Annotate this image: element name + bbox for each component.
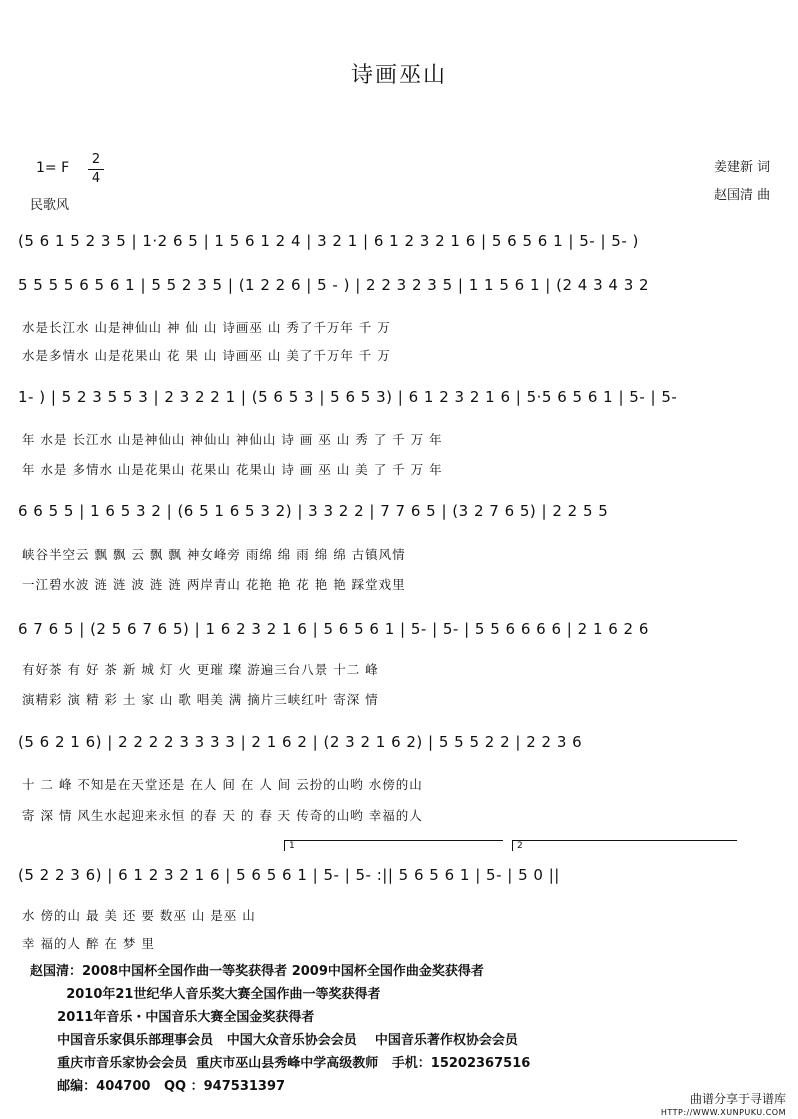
first-ending-number: 1 [289, 841, 295, 851]
lyrics-line-5a: 有好茶 有 好 茶 新 城 灯 火 更璀 璨 游遍三台八景 十二 峰 [22, 662, 379, 677]
notation-line-7: (5 2 2 3 6) | 6 1 2 3 2 1 6 | 5 6 5 6 1 | 5- | 5- :|| 5 6 5 6 1 | 5- | 5 0 || [18, 866, 560, 884]
lyrics-line-7a: 水 傍的山 最 美 还 要 数巫 山 是巫 山 [22, 908, 256, 923]
lyrics-line-6a: 十 二 峰 不知是在天堂还是 在人 间 在 人 间 云扮的山哟 水傍的山 [22, 777, 423, 792]
time-signature [88, 152, 104, 187]
notation-line-5: 6 7 6 5 | (2 5 6 7 6 5) | 1 6 2 3 2 1 6 | 5 6 5 6 1 | 5- | 5- | 5 5 6 6 6 6 | 2 1 6 2 6 [18, 620, 649, 638]
style-marking: 民歌风 [30, 198, 70, 213]
credit-line: 邮编：404700 QQ ：947531397 [30, 1079, 286, 1094]
second-ending-bracket [512, 840, 737, 851]
lyrics-line-6b: 寄 深 情 风生水起迎来永恒 的春 天 的 春 天 传奇的山哟 幸福的人 [22, 808, 423, 823]
lyrics-line-2b: 水是多情水 山是花果山 花 果 山 诗画巫 山 美了千万年 千 万 [22, 348, 391, 363]
notation-line-1: (5 6 1 5 2 3 5 | 1·2 6 5 | 1 5 6 1 2 4 | 3 2 1 | 6 1 2 3 2 1 6 | 5 6 5 6 1 | 5- | 5- ) [18, 232, 639, 250]
meter-top: 2 [91, 152, 101, 167]
composer-credits [30, 960, 530, 1098]
watermark [636, 1092, 786, 1119]
lyrics-line-7b: 幸 福的人 醉 在 梦 里 [22, 936, 155, 951]
first-ending-bracket [284, 840, 503, 851]
second-ending-number: 2 [517, 841, 523, 851]
lyrics-line-3a: 年 水是 长江水 山是神仙山 神仙山 神仙山 诗 画 巫 山 秀 了 千 万 年 [22, 432, 443, 447]
song-title: 诗画巫山 [350, 63, 447, 88]
lyrics-line-5b: 演精彩 演 精 彩 土 家 山 歌 唱美 满 摘片三峡红叶 寄深 情 [22, 692, 379, 707]
watermark-url: HTTP://WWW.XUNPUKU.COM [660, 1108, 786, 1117]
notation-line-4: 6 6 5 5 | 1 6 5 3 2 | (6 5 1 6 5 3 2) | 3 3 2 2 | 7 7 6 5 | (3 2 7 6 5) | 2 2 5 5 [18, 502, 609, 520]
watermark-text: 曲谱分享于寻谱库 [689, 1092, 786, 1106]
credit-line: 赵国清：2008中国杯全国作曲一等奖获得者 2009中国杯全国作曲金奖获得者 [30, 964, 484, 979]
credit-line: 重庆市音乐家协会会员 重庆市巫山县秀峰中学高级教师 手机：15202367516 [30, 1056, 531, 1071]
key-signature: 1= F [36, 160, 70, 176]
lyrics-line-3b: 年 水是 多情水 山是花果山 花果山 花果山 诗 画 巫 山 美 了 千 万 年 [22, 462, 443, 477]
credit-line: 中国音乐家俱乐部理事会员 中国大众音乐协会会员 中国音乐著作权协会会员 [30, 1033, 518, 1048]
lyricist: 姜建新 词 [714, 160, 771, 175]
notation-line-6: (5 6 2 1 6) | 2 2 2 2 3 3 3 3 | 2 1 6 2 | (2 3 2 1 6 2) | 5 5 5 2 2 | 2 2 3 6 [18, 733, 583, 751]
composer: 赵国清 曲 [714, 188, 771, 203]
notation-line-2: 5 5 5 5 6 5 6 1 | 5 5 2 3 5 | (1 2 2 6 | 5 - ) | 2 2 3 2 3 5 | 1 1 5 6 1 | (2 4 3 4 3 2 [18, 276, 650, 294]
lyrics-line-2a: 水是长江水 山是神仙山 神 仙 山 诗画巫 山 秀了千万年 千 万 [22, 320, 391, 335]
lyrics-line-4a: 峡谷半空云 飘 飘 云 飘 飘 神女峰旁 雨绵 绵 雨 绵 绵 古镇风情 [22, 547, 406, 562]
notation-line-3: 1- ) | 5 2 3 5 5 3 | 2 3 2 2 1 | (5 6 5 3 | 5 6 5 3) | 6 1 2 3 2 1 6 | 5·5 6 5 6 1 | 5- | 5- [18, 388, 678, 406]
meter-bottom: 4 [91, 171, 101, 186]
lyrics-line-4b: 一江碧水波 涟 涟 波 涟 涟 两岸青山 花艳 艳 花 艳 艳 踩堂戏里 [22, 577, 406, 592]
credit-line: 2011年音乐・中国音乐大赛全国金奖获得者 [30, 1010, 315, 1025]
credit-line: 2010年21世纪华人音乐奖大赛全国作曲一等奖获得者 [30, 987, 381, 1002]
